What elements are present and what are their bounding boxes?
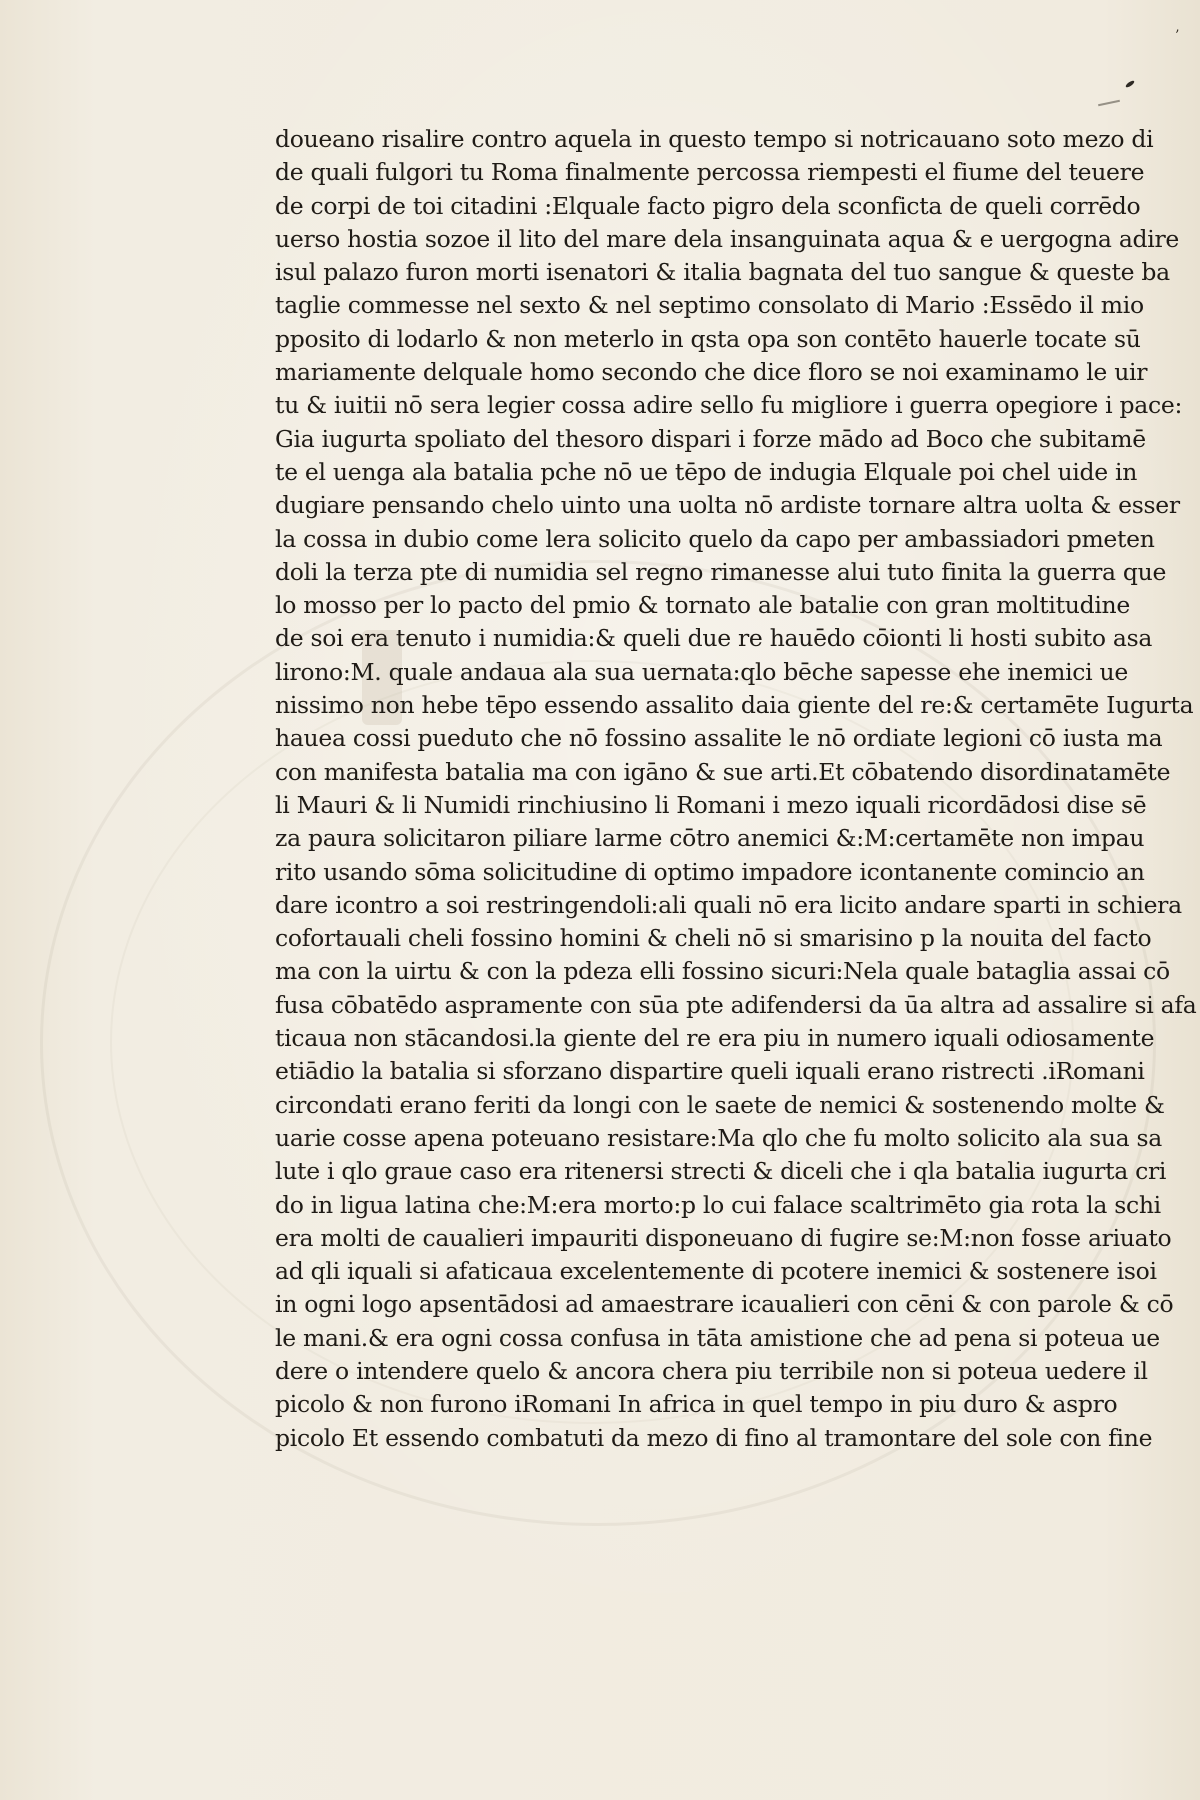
text-line: hauea cossi pueduto che nō fossino assalite le nō ordiate legioni cō iusta ma [275,724,1163,753]
text-line: circondati erano feriti da longi con le saete de nemici & sostenendo molte & [275,1090,1165,1119]
text-line: in ogni logo apsentādosi ad amaestrare icaualieri con cēni & con parole & cō [275,1290,1174,1319]
text-line: fusa cōbatēdo aspramente con sūa pte adifendersi da ūa altra ad assalire si afa [275,990,1197,1019]
text-line: rito usando sōma solicitudine di optimo impadore icontanente comincio an [275,857,1145,886]
text-line: taglie commesse nel sexto & nel septimo consolato di Mario :Essēdo il mio [275,291,1144,320]
text-line: tu & iuitii nō sera legier cossa adire sello fu migliore i guerra opegiore i pace: [275,391,1183,420]
text-line: Gia iugurta spoliato del thesoro dispari i forze mādo ad Boco che subitamē [275,424,1146,453]
text-line: mariamente delquale homo secondo che dice floro se noi examinamo le uir [275,358,1148,387]
ink-mark [1125,79,1135,88]
text-line: le mani.& era ogni cossa confusa in tāta amistione che ad pena si poteua ue [275,1323,1160,1352]
text-line: dere o intendere quelo & ancora chera piu terribile non si poteua uedere il [275,1356,1148,1385]
text-line: era molti de caualieri impauriti disponeuano di fugire se:M:non fosse ariuato [275,1223,1172,1252]
text-line: li Mauri & li Numidi rinchiusino li Romani i mezo iquali ricordādosi dise sē [275,790,1147,819]
text-line: etiādio la batalia si sforzano dispartire queli iquali erano ristrecti .iRomani [275,1057,1145,1086]
text-line: isul palazo furon morti isenatori & italia bagnata del tuo sangue & queste ba [275,258,1170,287]
text-line: con manifesta batalia ma con igāno & sue arti.Et cōbatendo disordinatamēte [275,757,1171,786]
ink-mark-corner: ’ [1175,28,1180,44]
text-line: picolo & non furono iRomani In africa in quel tempo in piu duro & aspro [275,1390,1118,1419]
text-line: cofortauali cheli fossino homini & cheli nō si smarisino p la nouita del facto [275,924,1152,953]
text-line: lute i qlo graue caso era ritenersi strecti & diceli che i qla batalia iugurta cri [275,1157,1167,1186]
text-line: de quali fulgori tu Roma finalmente percossa riempesti el fiume del teuere [275,158,1145,187]
text-line: la cossa in dubio come lera solicito quelo da capo per ambassiadori pmeten [275,524,1155,553]
text-line: ma con la uirtu & con la pdeza elli fossino sicuri:Nela quale bataglia assai cō [275,957,1170,986]
text-line: lo mosso per lo pacto del pmio & tornato ale batalie con gran moltitudine [275,591,1131,620]
text-line: pposito di lodarlo & non meterlo in qsta opa son contēto hauerle tocate sū [275,324,1141,353]
text-line: picolo Et essendo combatuti da mezo di fino al tramontare del sole con fine [275,1423,1153,1452]
text-line: ad qli iquali si afaticaua excelentemente di pcotere inemici & sostenere isoi [275,1257,1157,1286]
text-line: do in ligua latina che:M:era morto:p lo cui falace scaltrimēto gia rota la schi [275,1190,1161,1219]
text-block [275,123,1197,1455]
text-line: de corpi de toi citadini :Elquale facto pigro dela sconficta de queli corrēdo [275,191,1141,220]
text-line: lirono:M. quale andaua ala sua uernata:qlo bēche sapesse ehe inemici ue [275,657,1128,686]
text-line: nissimo non hebe tēpo essendo assalito daia giente del re:& certamēte Iugurta [275,691,1194,720]
text-line: ticaua non stācandosi.la giente del re era piu in numero iquali odiosamente [275,1024,1155,1053]
text-line: dugiare pensando chelo uinto una uolta nō ardiste tornare altra uolta & esser [275,491,1180,520]
text-line: dare icontro a soi restringendoli:ali quali nō era licito andare sparti in schiera [275,890,1182,919]
text-line: uerso hostia sozoe il lito del mare dela insanguinata aqua & e uergogna adire [275,224,1180,253]
ink-mark-tail [1098,100,1120,107]
text-line: de soi era tenuto i numidia:& queli due re hauēdo cōionti li hosti subito asa [275,624,1153,653]
text-line: uarie cosse apena poteuano resistare:Ma qlo che fu molto solicito ala sua sa [275,1123,1163,1152]
text-line: doueano risalire contro aquela in questo tempo si notricauano soto mezo di [275,125,1154,153]
text-line: za paura solicitaron piliare larme cōtro anemici &:M:certamēte non impau [275,824,1145,853]
text-line: te el uenga ala batalia pche nō ue tēpo de indugia Elquale poi chel uide in [275,457,1138,486]
text-line: doli la terza pte di numidia sel regno rimanesse alui tuto finita la guerra que [275,557,1167,586]
